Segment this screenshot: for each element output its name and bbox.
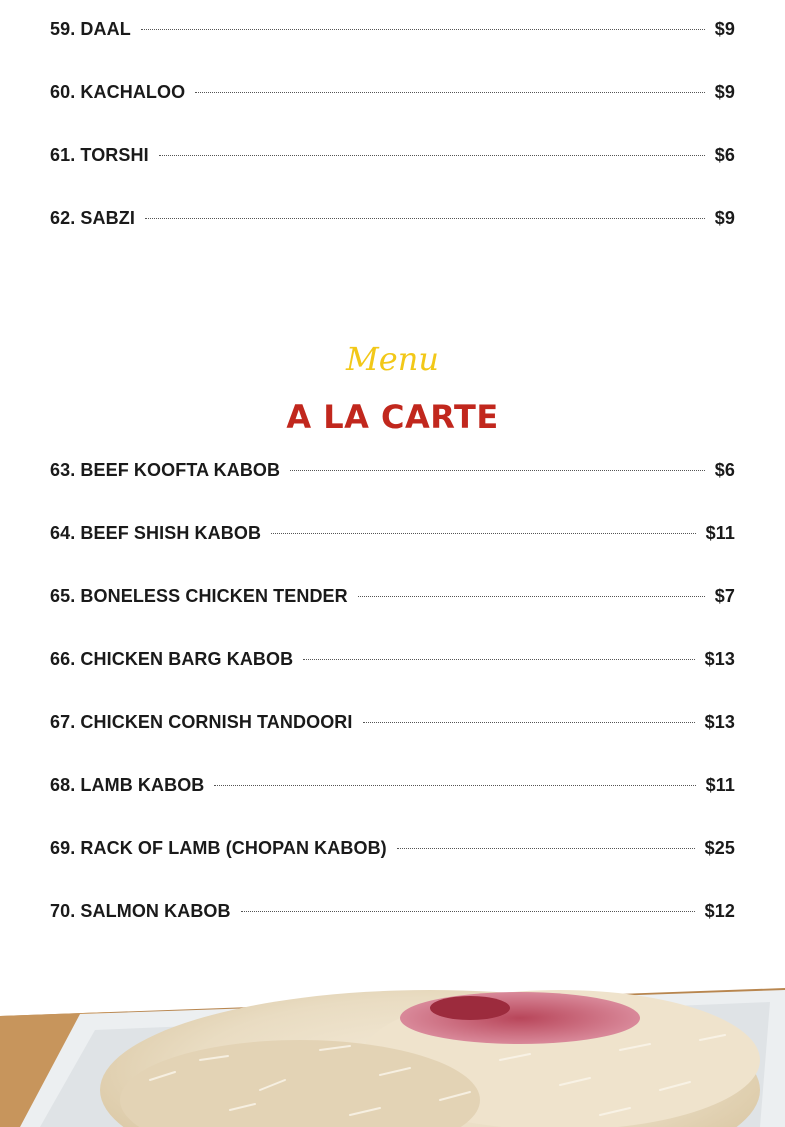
menu-item-name: 66. CHICKEN BARG KABOB <box>50 649 294 669</box>
menu-item <box>50 586 735 649</box>
menu-item <box>50 712 735 775</box>
menu-item <box>50 523 735 586</box>
menu-item <box>50 208 735 271</box>
menu-item-price: $13 <box>704 649 735 669</box>
menu-item-price: $6 <box>714 460 735 480</box>
menu-item-name: 59. DAAL <box>50 19 131 39</box>
menu-item-name: 69. RACK OF LAMB (CHOPAN KABOB) <box>50 838 387 858</box>
dotted-leader <box>303 659 694 660</box>
menu-list-sides <box>50 19 735 271</box>
menu-item-price: $13 <box>704 712 735 732</box>
dotted-leader <box>397 848 695 849</box>
menu-item <box>50 901 735 964</box>
menu-item-price: $6 <box>714 145 735 165</box>
menu-item-name: 60. KACHALOO <box>50 82 186 102</box>
menu-item-name: 61. TORSHI <box>50 145 149 165</box>
menu-item-price: $25 <box>704 838 735 858</box>
menu-item-price: $9 <box>714 19 735 39</box>
menu-item-price: $9 <box>714 82 735 102</box>
dotted-leader <box>214 785 695 786</box>
menu-list-a-la-carte <box>50 460 735 964</box>
menu-item-name: 64. BEEF SHISH KABOB <box>50 523 262 543</box>
menu-item <box>50 145 735 208</box>
menu-item-name: 67. CHICKEN CORNISH TANDOORI <box>50 712 353 732</box>
menu-item <box>50 460 735 523</box>
menu-item-name: 63. BEEF KOOFTA KABOB <box>50 460 281 480</box>
menu-item <box>50 19 735 82</box>
section-title: A LA CARTE <box>286 398 499 436</box>
dotted-leader <box>290 470 705 471</box>
menu-item-name: 62. SABZI <box>50 208 135 228</box>
menu-item <box>50 838 735 901</box>
menu-item-name: 65. BONELESS CHICKEN TENDER <box>50 586 348 606</box>
menu-item <box>50 82 735 145</box>
dotted-leader <box>145 218 705 219</box>
menu-item-price: $11 <box>705 523 735 543</box>
dotted-leader <box>358 596 705 597</box>
menu-item-name: 68. LAMB KABOB <box>50 775 205 795</box>
menu-item-price: $12 <box>704 901 735 921</box>
rice-dish-photo <box>0 980 785 1127</box>
menu-item-price: $9 <box>714 208 735 228</box>
dotted-leader <box>363 722 695 723</box>
dotted-leader <box>159 155 705 156</box>
section-script-label: Menu <box>346 340 439 378</box>
dotted-leader <box>195 92 705 93</box>
menu-item-name: 70. SALMON KABOB <box>50 901 231 921</box>
menu-item-price: $11 <box>705 775 735 795</box>
dotted-leader <box>271 533 696 534</box>
menu-item <box>50 649 735 712</box>
menu-item <box>50 775 735 838</box>
dotted-leader <box>241 911 695 912</box>
dotted-leader <box>141 29 705 30</box>
menu-item-price: $7 <box>714 586 735 606</box>
